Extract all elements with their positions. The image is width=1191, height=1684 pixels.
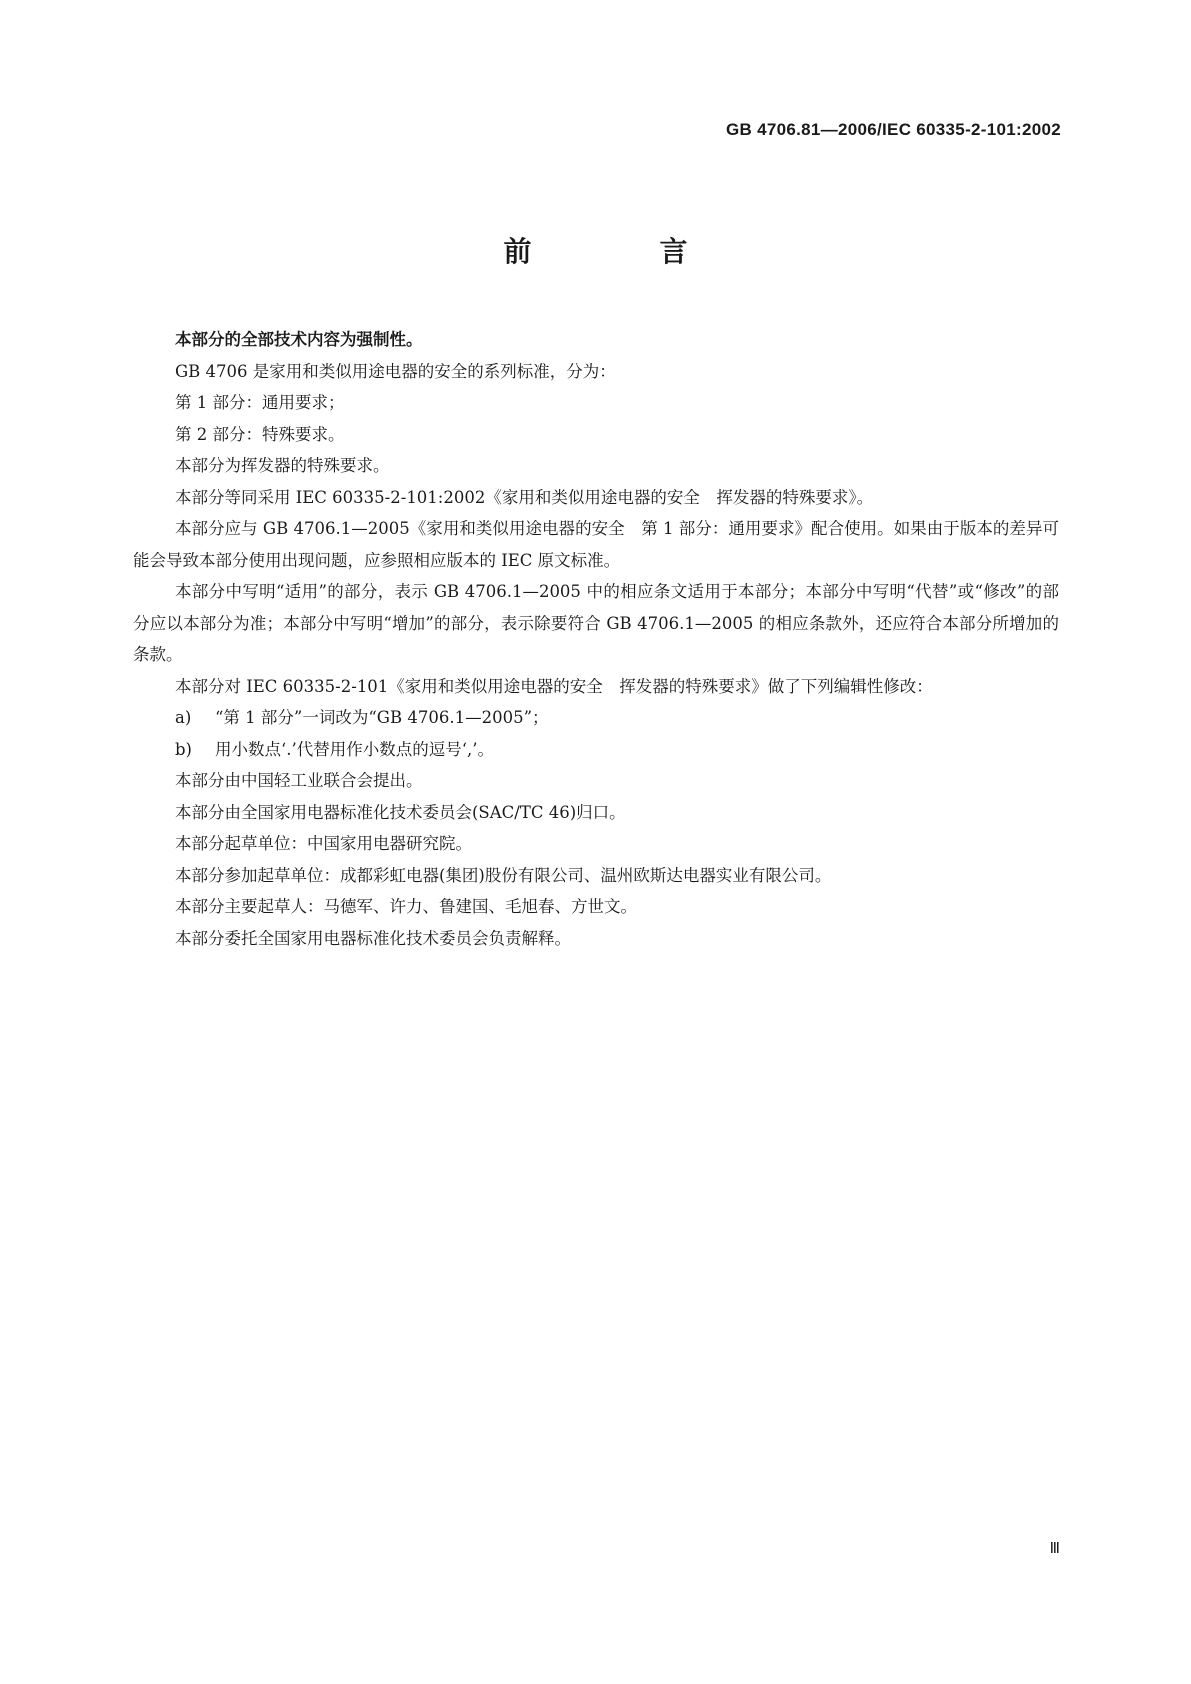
paragraph: 本部分中写明“适用”的部分，表示 GB 4706.1—2005 中的相应条文适用于本部分；本部分中写明“代替”或“修改”的部分应以本部分为准；本部分中写明“增加”的部分，表示除要符合 GB 4706.1—2005 的相应条款外，还应符合本部分所增加的条款。 [133,582,1059,664]
paragraph: 本部分等同采用 IEC 60335-2-101:2002《家用和类似用途电器的安全 挥发器的特殊要求》。 [175,487,874,507]
paragraph: 本部分起草单位：中国家用电器研究院。 [175,834,472,853]
paragraph: 本部分参加起草单位：成都彩虹电器(集团)股份有限公司、温州欧斯达电器实业有限公司。 [175,865,832,885]
paragraph: 本部分由全国家用电器标准化技术委员会(SAC/TC 46)归口。 [175,802,626,822]
paragraph: 本部分应与 GB 4706.1—2005《家用和类似用途电器的安全 第 1 部分：通用要求》配合使用。如果由于版本的差异可能会导致本部分使用出现问题，应参照相应版本的 IEC 原文标准。 [133,519,1059,570]
paragraph: 本部分由中国轻工业联合会提出。 [175,771,423,790]
paragraph: 本部分委托全国家用电器标准化技术委员会负责解释。 [175,928,571,948]
list-item-text: 用小数点‘.’代替用作小数点的逗号‘,’。 [215,739,494,759]
list-item-text: “第 1 部分”一词改为“GB 4706.1—2005”； [215,708,549,727]
standard-code-header: GB 4706.81—2006/IEC 60335-2-101:2002 [726,120,1061,139]
paragraph: GB 4706 是家用和类似用途电器的安全的系列标准，分为： [175,361,616,381]
list-marker: a) [175,708,192,727]
list-item [133,702,1059,734]
paragraph: 第 2 部分：特殊要求。 [175,424,345,444]
paragraph: 本部分为挥发器的特殊要求。 [175,456,390,475]
page-number: Ⅲ [1049,1539,1060,1557]
mandatory-statement: 本部分的全部技术内容为强制性。 [175,330,423,349]
paragraph: 本部分对 IEC 60335-2-101《家用和类似用途电器的安全 挥发器的特殊要求》做了下列编辑性修改： [175,676,933,696]
paragraph: 第 1 部分：通用要求； [175,393,345,412]
paragraph: 本部分主要起草人：马德军、许力、鲁建国、毛旭春、方世文。 [175,897,637,916]
page-title: 前 言 [503,235,738,268]
list-marker: b) [175,739,192,759]
foreword-body [133,324,1059,954]
list-item [133,734,1059,766]
